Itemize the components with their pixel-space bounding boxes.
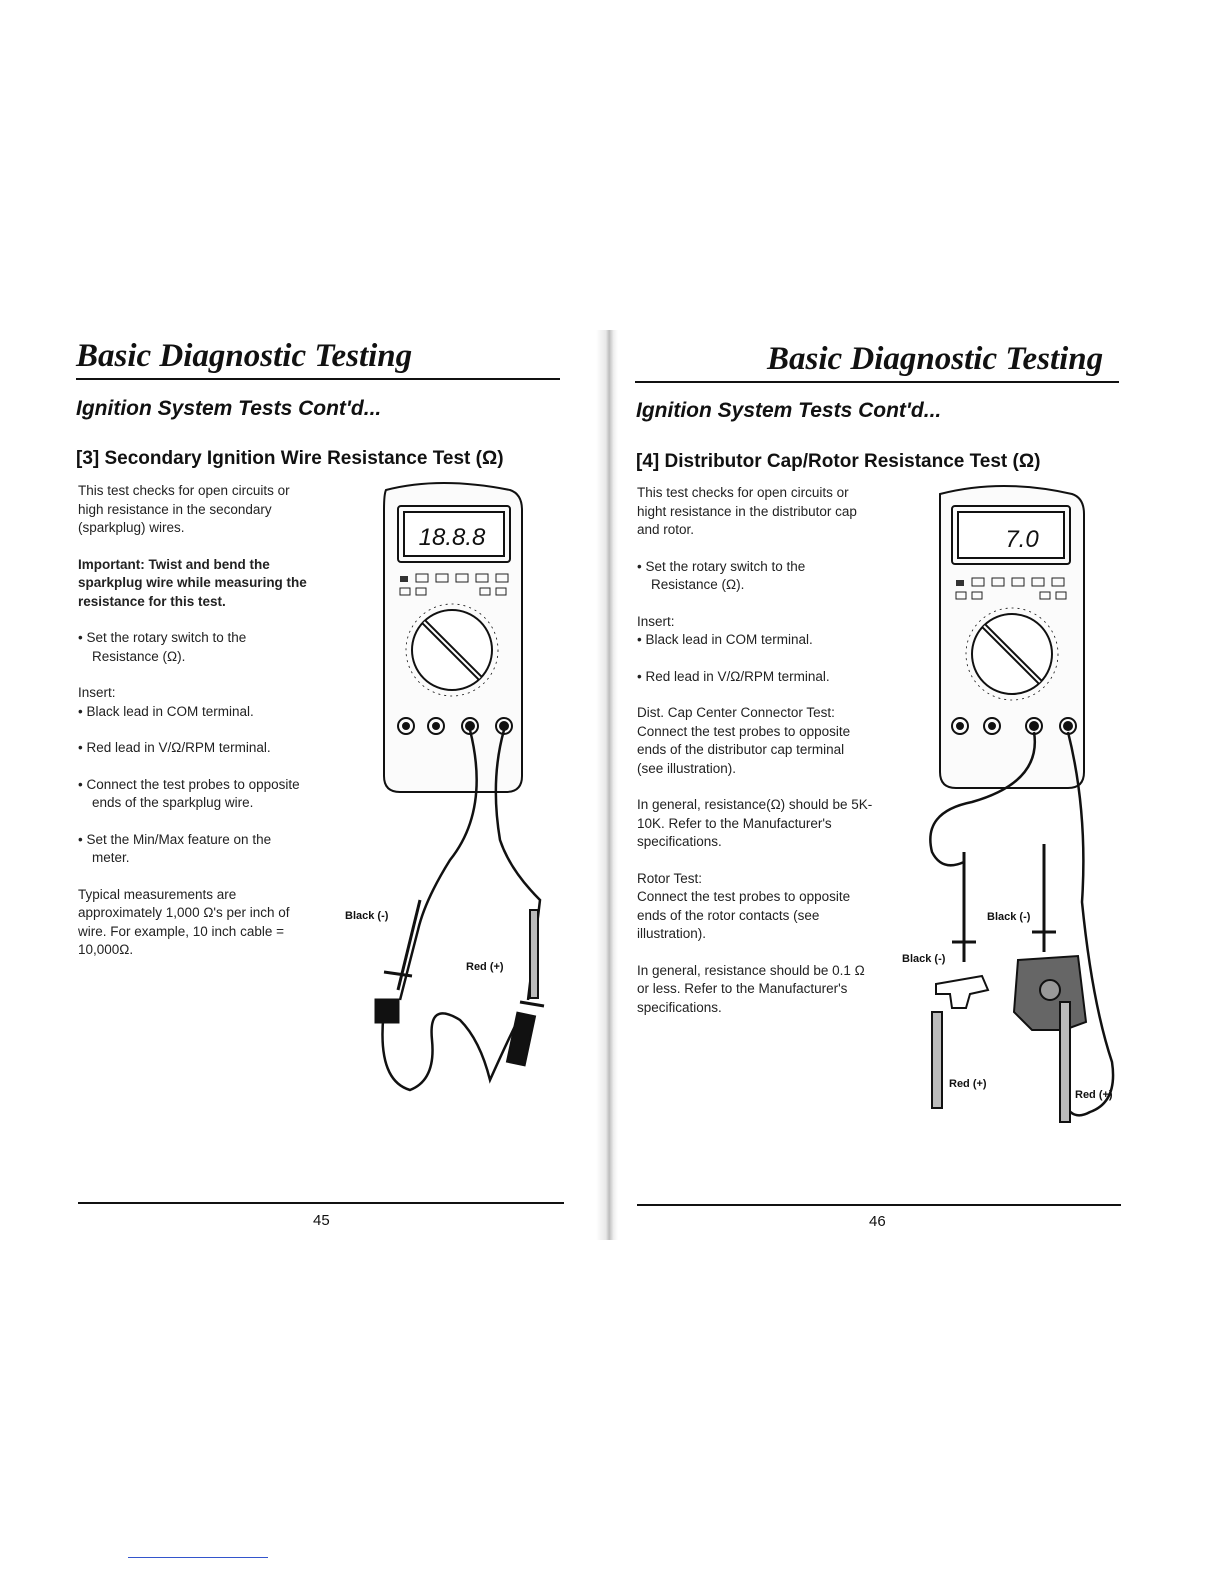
bullet-rotary-switch: • Set the rotary switch to the Resistance (Ω). bbox=[637, 558, 806, 592]
footer-rule bbox=[637, 1204, 1121, 1206]
instructions bbox=[637, 484, 873, 1035]
insert-label: Insert: bbox=[78, 685, 116, 700]
rotor-test-text: Connect the test probes to opposite ends of the rotor contacts (see illustration). bbox=[637, 889, 851, 941]
black-lead-label-rotor: Black (-) bbox=[902, 953, 946, 965]
header-rule bbox=[635, 381, 1119, 383]
page-number: 45 bbox=[313, 1212, 330, 1229]
bullet-connect-probes: • Connect the test probes to opposite ends of the sparkplug wire. bbox=[78, 776, 300, 810]
bullet-red-lead: • Red lead in V/Ω/RPM terminal. bbox=[637, 668, 830, 684]
footer-rule bbox=[78, 1202, 564, 1204]
bullet-min-max: • Set the Min/Max feature on the meter. bbox=[78, 831, 272, 865]
multimeter-illustration bbox=[340, 480, 560, 1120]
red-lead-label: Red (+) bbox=[466, 961, 504, 973]
bullet-black-lead: • Black lead in COM terminal. bbox=[78, 703, 254, 719]
page-header: Basic Diagnostic Testing bbox=[767, 341, 1104, 377]
test-title: [4] Distributor Cap/Rotor Resistance Test (Ω) bbox=[636, 451, 1041, 472]
insert-label: Insert: bbox=[637, 613, 675, 629]
bullet-black-lead: • Black lead in COM terminal. bbox=[637, 632, 813, 647]
bottom-divider bbox=[128, 1557, 268, 1558]
cap-test-general: In general, resistance(Ω) should be 5K-10K. Refer to the Manufacturer's specifications. bbox=[637, 797, 873, 849]
intro-text: This test checks for open circuits or high resistance in the secondary (sparkplug) wires. bbox=[78, 483, 290, 535]
intro-text: This test checks for open circuits or hight resistance in the distributor cap and rotor. bbox=[637, 485, 857, 537]
rotor-test-title: Rotor Test: bbox=[637, 870, 703, 886]
typical-measurements: Typical measurements are approximately 1,000 Ω's per inch of wire. For example, 10 inch cable = 10,000Ω. bbox=[78, 886, 290, 957]
instructions bbox=[78, 482, 310, 978]
multimeter-illustration bbox=[892, 482, 1122, 1142]
meter-display: 18.8.8 bbox=[418, 524, 486, 551]
page-header: Basic Diagnostic Testing bbox=[76, 338, 413, 374]
meter-display: 7.0 bbox=[1005, 526, 1039, 553]
section-subheader: Ignition System Tests Cont'd... bbox=[76, 397, 382, 420]
test-title: [3] Secondary Ignition Wire Resistance Test (Ω) bbox=[76, 448, 504, 469]
header-rule bbox=[76, 378, 560, 380]
probes bbox=[952, 844, 1056, 962]
important-note: Important: Twist and bend the sparkplug wire while measuring the resistance for this test. bbox=[78, 556, 307, 609]
red-lead-label-rotor: Red (+) bbox=[949, 1078, 987, 1090]
bullet-rotary-switch: • Set the rotary switch to the Resistance (Ω). bbox=[78, 630, 247, 664]
section-subheader: Ignition System Tests Cont'd... bbox=[636, 399, 942, 422]
bullet-red-lead: • Red lead in V/Ω/RPM terminal. bbox=[78, 740, 271, 755]
red-lead-label-cap: Red (+) bbox=[1075, 1089, 1113, 1101]
black-lead-label-cap: Black (-) bbox=[987, 911, 1031, 923]
test-leads bbox=[930, 732, 1113, 1115]
rotor-test-general: In general, resistance should be 0.1 Ω or less. Refer to the Manufacturer's specifications. bbox=[637, 962, 865, 1015]
cap-test-text: Connect the test probes to opposite ends of the distributor cap terminal (see illustration). bbox=[637, 723, 851, 776]
cap-test-title: Dist. Cap Center Connector Test: bbox=[637, 705, 835, 720]
page-46 bbox=[612, 0, 1224, 1584]
black-lead-label: Black (-) bbox=[345, 910, 389, 922]
page-number: 46 bbox=[869, 1213, 886, 1230]
red-probe bbox=[507, 910, 544, 1065]
